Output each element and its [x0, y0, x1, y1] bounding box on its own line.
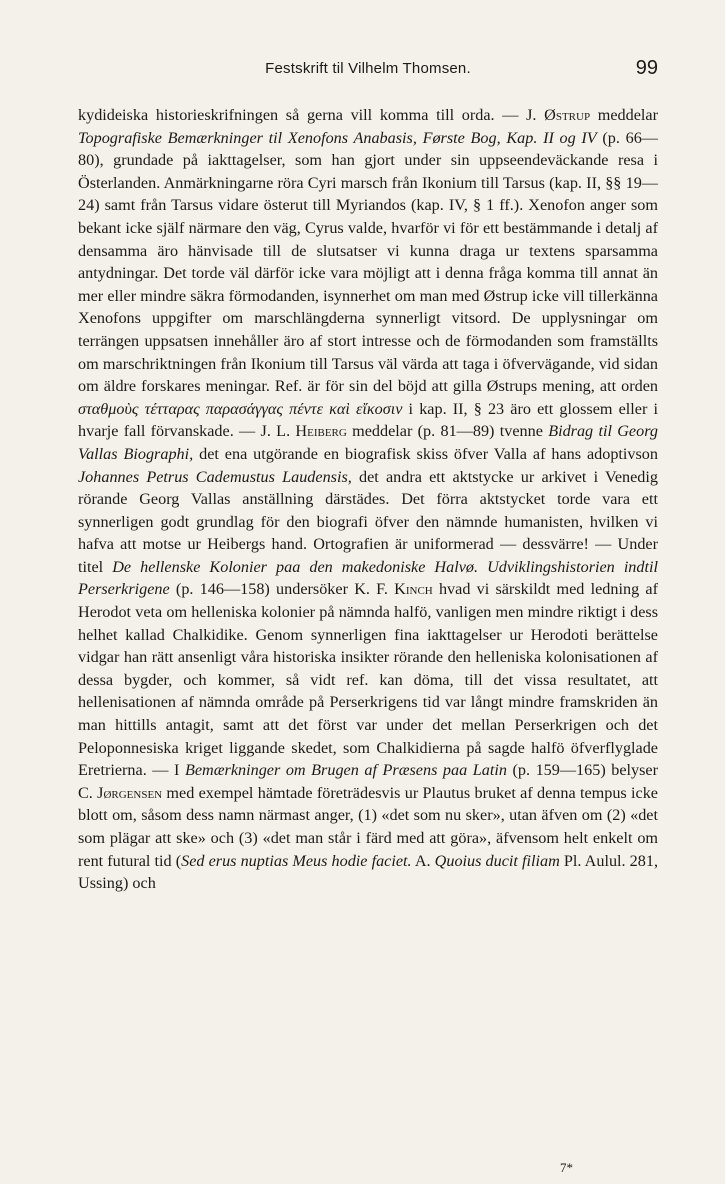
person-name-cademustus: Johannes Petrus Cademustus Laudensis, — [78, 467, 352, 486]
text-run: i kap. II, § 23 äro ett glossem eller i hvarje fall förvanskade. — J. L. — [78, 399, 658, 441]
work-title-xenofon: Topografiske Bemærkninger til Xenofons Anabasis, Første Bog, Kap. II og IV — [78, 128, 597, 147]
text-run: A. — [411, 851, 435, 870]
text-run: kydideiska historieskrifningen så gerna vill komma till orda. — J. — [78, 106, 545, 124]
work-title-valla: Bidrag til Georg Vallas Biographi, — [78, 422, 658, 463]
author-name-kinch: Kinch — [394, 580, 433, 599]
text-run: med exempel hämtade företrädesvis ur Plautus bruket af denna tempus icke blott om, såsom dess namn närmast anger, (1) «det som nu sker», utan äfven om (2) «det som plägar att ske» och (3) «det man står i färd med att göra», äfvensom helt enkelt om rent futural tid ( — [78, 783, 658, 870]
author-name-ostrup: Østrup — [544, 106, 591, 124]
text-run: det andra ett aktstycke ur arkivet i Venedig rörande Georg Vallas anställning därstädes. Det förra aktstycket torde vara ett synnerligen godt grundlag för den biografi öfver den nämnde humanisten, hvilken vi hafva att motse ur Heibergs hand. Ortografien är uniformerad — dessvärre! — Under titel — [78, 467, 658, 576]
latin-quotation: Sed erus nuptias Meus hodie faciet. — [181, 851, 412, 870]
text-run: meddelar (p. 81—89) tvenne — [346, 422, 549, 441]
paragraph — [78, 104, 658, 895]
latin-quotation: Quoius ducit filiam — [434, 851, 560, 870]
author-name-heiberg: Heiberg — [295, 422, 347, 441]
text-run: det ena utgörande en biografisk skiss öfver Valla af hans adoptivson — [193, 444, 658, 463]
page-header — [78, 57, 658, 84]
work-title-praesens: Bemærkninger om Brugen af Præsens paa Latin — [184, 761, 507, 780]
work-title-kolonier: De hellenske Kolonier paa den makedoniske Halvø. Udviklingshistorien indtil Perserkrigene — [78, 557, 658, 599]
body-text — [78, 104, 658, 895]
author-name-jorgensen: Jørgensen — [97, 783, 163, 802]
signature-mark: 7* — [560, 1160, 573, 1175]
text-run: hvad vi särskildt med ledning af Herodot veta om helleniska kolonier på nämnda halfö, vanligen men mindre riktigt i dess helhet kallad Chalkidike. Genom synnerligen fina iakttagelser ur Herodoti berättelse vidgar han rätt ansenligt våra historiska insikter rörande den helleniska kolonisationen af dessa bygder, och kommer, så vidt ref. kan döma, till det vissa resultatet, att hellenisationen af nämnda område på Perserkrigens tid var långt mindre framskriden än man hittills antagit, samt att det först var under det mellan Perserkrigen och det Peloponnesiska kriget liggande skedet, som Chalkidierna på sagde halfö öfverflyglade Eretrierna. — I — [78, 580, 658, 780]
page-number: 99 — [635, 57, 658, 79]
text-run: (p. 159—165) belyser C. — [78, 761, 658, 802]
text-run: (p. 66—80), grundade på iakttagelser, som han gjort under sin uppseendeväckande resa i Österlanden. Anmärkningarne röra Cyri marsch från Ikonium till Tarsus (kap. II, §§ 19—24) samt från Tarsus vidare österut till Myriandos (kap. IV, § 1 ff.). Xenofon anger som bekant icke själf närmare den väg, Cyrus valde, hvarför vi för ett bestämmande i detalj af densamma äro hänvisade till de slutsatser vi kunna draga ur textens sparsamma antydningar. Det torde väl därför icke vara möjligt att i denna fråga komma till annat än mer eller mindre säkra förmodanden, isynnerhet om man med Østrup icke vill tillerkänna Xenofons uppgifter om marschlängderna synnerligt vitsord. De upplysningar om terrängen uppsatsen innehåller äro af stort intresse och de förmodanden som framställts om marschriktningen från Ikonium till Tarsus väl värda att taga i öfvervägande, vid sidan om äldre forskares meningar. Ref. är för sin del böjd att gilla Østrups mening, att orden — [78, 128, 658, 396]
greek-quotation: σταθμοὺς τέτταρας παρασάγγας πέντε καὶ εἴκοσιν — [78, 399, 403, 418]
text-run: meddelar — [590, 106, 658, 124]
running-title: Festskrift til Vilhelm Thomsen. — [265, 60, 471, 77]
text-run: Pl. Aulul. 281, Ussing) och — [78, 851, 659, 893]
text-run: (p. 146—158) undersöker K. F. — [169, 580, 395, 599]
